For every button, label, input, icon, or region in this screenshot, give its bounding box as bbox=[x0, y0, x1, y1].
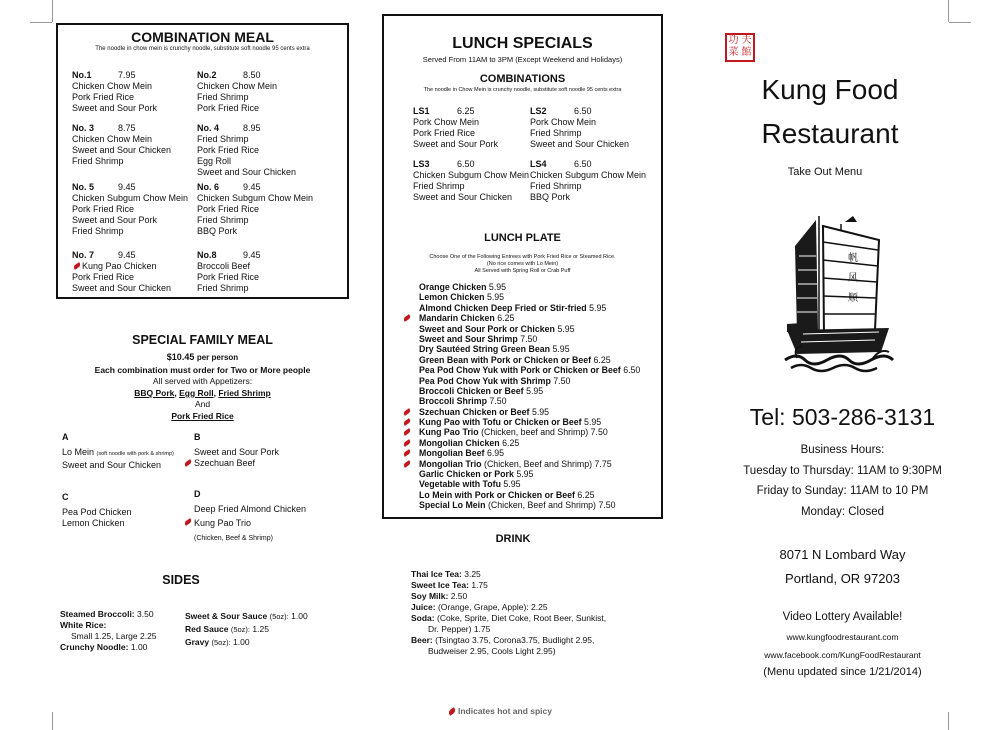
combination-dish: Fried Shrimp bbox=[72, 226, 124, 236]
restaurant-seal-logo bbox=[725, 33, 755, 62]
lunch-plate-name: Sweet and Sour Pork or Chicken bbox=[419, 323, 555, 334]
lunch-combination-code: LS1 bbox=[413, 106, 430, 116]
combination-number: No. 7 bbox=[72, 250, 95, 260]
lunch-plate-name: Lo Mein with Pork or Chicken or Beef bbox=[419, 489, 575, 500]
side-name: White Rice: bbox=[60, 620, 107, 630]
family-meal-price: $10.45 bbox=[166, 352, 195, 362]
restaurant-name-line: Kung Food bbox=[761, 74, 899, 105]
lunch-plate-extra: (Chicken, Beef and Shrimp) bbox=[487, 500, 596, 511]
lunch-combination-header bbox=[413, 106, 498, 117]
group-d-note: (Chicken, Beef & Shrimp) bbox=[194, 535, 273, 542]
lunch-plate-item bbox=[419, 355, 640, 365]
combination-number: No.2 bbox=[197, 70, 217, 80]
hot-pepper-icon bbox=[403, 460, 412, 468]
sides-left-list bbox=[60, 609, 157, 653]
family-meal-appetizers: BBQ Pork, Egg Roll, Fried Shrimp bbox=[134, 388, 271, 398]
lunch-combination-dish: Sweet and Sour Chicken bbox=[413, 192, 513, 202]
combination-dish: Chicken Subgum Chow Mein bbox=[197, 193, 314, 203]
combination-dish: Sweet and Sour Chicken bbox=[72, 145, 172, 155]
side-price: 1.00 bbox=[130, 642, 148, 652]
crop-mark bbox=[52, 712, 53, 730]
combination-item-header bbox=[197, 250, 261, 261]
address-line: Portland, OR 97203 bbox=[785, 571, 900, 586]
appetizer-item: Egg Roll bbox=[179, 388, 214, 398]
combination-price: 8.75 bbox=[118, 123, 136, 133]
lunch-plate-item bbox=[419, 386, 640, 396]
lunch-plate-price: 7.75 bbox=[594, 458, 612, 469]
group-d-item: Deep Fried Almond Chicken bbox=[194, 504, 307, 514]
side-name: Steamed Broccoli: bbox=[60, 609, 135, 619]
lunch-combination-price: 6.25 bbox=[457, 106, 475, 116]
combination-number: No.1 bbox=[72, 70, 92, 80]
lunch-plate-item bbox=[419, 417, 640, 427]
lunch-combination-code: LS3 bbox=[413, 159, 430, 169]
group-c-item: Pea Pod Chicken bbox=[62, 507, 132, 517]
lunch-plate-item bbox=[419, 313, 640, 323]
lunch-combination-header bbox=[530, 106, 629, 117]
family-meal-title: SPECIAL FAMILY MEAL bbox=[132, 333, 273, 347]
crop-mark bbox=[948, 712, 949, 730]
group-d-item: Kung Pao Trio bbox=[194, 518, 252, 528]
drink-list bbox=[411, 569, 606, 657]
lunch-plate-name: Mongolian Beef bbox=[419, 448, 485, 459]
side-size: (5oz): bbox=[230, 625, 251, 634]
combination-item bbox=[72, 250, 171, 294]
lunch-combination-dish: Chicken Subgum Chow Mein bbox=[530, 170, 647, 180]
spicy-legend-text: Indicates hot and spicy bbox=[458, 706, 552, 716]
lunch-plate-name: Special Lo Mein bbox=[419, 500, 486, 511]
lunch-plate-item bbox=[419, 427, 640, 437]
combination-dish: Chicken Chow Mein bbox=[72, 81, 153, 91]
phone-number: Tel: 503-286-3131 bbox=[749, 404, 936, 430]
lunch-plate-item bbox=[419, 438, 640, 448]
lunch-plate-name: Lemon Chicken bbox=[419, 292, 485, 303]
hot-pepper-icon bbox=[403, 429, 412, 437]
combination-dish: Sweet and Sour Chicken bbox=[72, 283, 172, 293]
combination-dish: Sweet and Sour Pork bbox=[72, 103, 158, 113]
combination-dish: Fried Shrimp bbox=[197, 134, 249, 144]
lunch-plate-item bbox=[419, 479, 640, 489]
lunch-plate-name: Kung Pao Trio bbox=[419, 427, 479, 438]
family-meal-header bbox=[56, 333, 349, 421]
group-b-letter: B bbox=[194, 432, 201, 442]
lunch-plate-item bbox=[419, 365, 640, 375]
side-name: Gravy bbox=[185, 637, 210, 647]
group-a-items bbox=[62, 447, 174, 471]
drink-detail: (Orange, Grape, Apple): 2.25 bbox=[437, 602, 548, 612]
drink-name: Soy Milk: bbox=[411, 591, 449, 601]
restaurant-name-line: Restaurant bbox=[761, 118, 899, 149]
menu-updated-note: (Menu updated since 1/21/2014) bbox=[763, 666, 922, 678]
hot-pepper-icon bbox=[403, 314, 412, 322]
side-size: (5oz): bbox=[269, 612, 289, 621]
lunch-plate-item bbox=[419, 490, 640, 500]
lunch-plate-price: 6.50 bbox=[623, 365, 641, 376]
lunch-plate-notes bbox=[384, 254, 661, 275]
drink-name: Soda: bbox=[411, 613, 435, 623]
combination-item bbox=[197, 70, 277, 114]
lunch-plate-price: 6.25 bbox=[497, 313, 515, 324]
lunch-plate-extra: (Chicken, Beef and Shrimp) bbox=[484, 458, 593, 469]
combination-dish: Pork Fried Rice bbox=[197, 272, 260, 282]
drink-title: DRINK bbox=[495, 533, 531, 545]
sail-character: 顺 bbox=[848, 293, 858, 304]
seal-character: 菜 bbox=[728, 47, 739, 58]
drink-item bbox=[411, 602, 606, 613]
seal-characters bbox=[727, 35, 753, 59]
lunch-plate-price: 5.95 bbox=[531, 406, 550, 417]
lunch-plate-price: 5.95 bbox=[503, 479, 521, 490]
lunch-plate-price: 6.25 bbox=[502, 437, 520, 448]
drink-name: Juice: bbox=[411, 602, 436, 612]
lunch-combination-item bbox=[530, 159, 646, 203]
combination-price: 9.45 bbox=[118, 250, 136, 260]
address bbox=[735, 543, 950, 591]
lunch-plate-name: Mongolian Chicken bbox=[419, 437, 500, 448]
combination-meal-box bbox=[56, 23, 349, 299]
group-c-item: Lemon Chicken bbox=[62, 518, 125, 528]
lunch-combination-item bbox=[530, 106, 629, 150]
combinations-note: The noodle in Chow Mein is crunchy noodle, substitute soft noodle 95 cents extra bbox=[423, 87, 622, 93]
take-out-menu-label: Take Out Menu bbox=[787, 166, 863, 178]
lunch-combination-dish: Pork Chow Mein bbox=[413, 117, 480, 127]
drink-item bbox=[411, 591, 606, 602]
lunch-plate-list bbox=[419, 282, 640, 511]
combination-dish: Broccoli Beef bbox=[197, 261, 251, 271]
lunch-plate-item bbox=[419, 500, 640, 510]
plate-note: Choose One of the Following Entrees with Pork Fried Rice or Steamed Rice. bbox=[429, 254, 616, 260]
combination-number: No. 6 bbox=[197, 182, 220, 192]
address-line: 8071 N Lombard Way bbox=[779, 547, 906, 562]
combination-dish: Fried Shrimp bbox=[197, 283, 249, 293]
appetizer-item: Fried Shrimp bbox=[218, 388, 271, 398]
drink-name: Sweet Ice Tea: bbox=[411, 580, 469, 590]
lunch-plate-name: Vegetable with Tofu bbox=[419, 479, 501, 490]
facebook-link[interactable]: www.facebook.com/KungFoodRestaurant bbox=[764, 650, 921, 660]
family-meal-per-person: per person bbox=[196, 353, 239, 362]
lunch-plate-name: Orange Chicken bbox=[419, 282, 487, 292]
lunch-plate-price: 5.95 bbox=[552, 344, 570, 355]
lunch-combination-item bbox=[413, 106, 498, 150]
restaurant-name bbox=[735, 68, 925, 156]
lunch-plate-name: Sweet and Sour Shrimp bbox=[419, 333, 518, 344]
combination-dish: Pork Fried Rice bbox=[197, 103, 260, 113]
lunch-specials-title: LUNCH SPECIALS bbox=[452, 35, 593, 52]
lunch-plate-item bbox=[419, 376, 640, 386]
lunch-combination-dish: Chicken Subgum Chow Mein bbox=[413, 170, 530, 180]
sail-character: 帆 bbox=[848, 253, 858, 264]
drink-detail: (Coke, Sprite, Diet Coke, Root Beer, Sunkist, bbox=[437, 613, 607, 623]
lunch-plate-item bbox=[419, 282, 640, 292]
combination-dish: Pork Fried Rice bbox=[72, 92, 135, 102]
lunch-plate-price: 5.95 bbox=[589, 302, 607, 313]
combination-dish: Kung Pao Chicken bbox=[82, 261, 157, 271]
combination-item-header bbox=[72, 182, 188, 193]
side-price: 1.00 bbox=[233, 637, 250, 647]
lunch-plate-name: Kung Pao with Tofu or Chicken or Beef bbox=[419, 417, 582, 428]
combination-dish: Chicken Chow Mein bbox=[197, 81, 278, 91]
group-a-item: Lo Mein bbox=[62, 447, 95, 457]
lunch-plate-price: 7.50 bbox=[598, 500, 616, 511]
lunch-plate-price: 5.95 bbox=[488, 282, 507, 292]
lunch-combination-dish: Pork Fried Rice bbox=[413, 128, 476, 138]
side-price: 1.25 bbox=[252, 624, 269, 634]
drink-item bbox=[411, 580, 606, 591]
lunch-combination-dish: Sweet and Sour Pork bbox=[413, 139, 499, 149]
combination-number: No. 5 bbox=[72, 182, 95, 192]
group-d-letter: D bbox=[194, 489, 201, 499]
lunch-plate-name: Dry Sautéed String Green Bean bbox=[419, 344, 551, 355]
lunch-combination-price: 6.50 bbox=[457, 159, 475, 169]
combination-number: No. 3 bbox=[72, 123, 95, 133]
lunch-plate-price: 5.95 bbox=[584, 417, 602, 428]
combination-dish: Chicken Subgum Chow Mein bbox=[72, 193, 189, 203]
side-size: (5oz): bbox=[211, 638, 231, 647]
business-hours-line: Tuesday to Thursday: 11AM to 9:30PM bbox=[743, 464, 942, 477]
drink-item bbox=[411, 646, 606, 657]
combination-item bbox=[197, 182, 313, 237]
lunch-plate-item bbox=[419, 292, 640, 302]
crop-mark bbox=[949, 22, 971, 23]
combination-item bbox=[72, 182, 188, 237]
side-price: 3.50 bbox=[137, 609, 154, 619]
combinations-title: COMBINATIONS bbox=[479, 73, 566, 85]
sides-right-list bbox=[185, 610, 308, 649]
combination-price: 9.45 bbox=[243, 250, 261, 260]
crop-mark bbox=[30, 22, 52, 23]
plate-note: All Served with Spring Roll or Crab Puff bbox=[474, 268, 571, 274]
lunch-combination-dish: Sweet and Sour Chicken bbox=[530, 139, 630, 149]
group-b-item: Sweet and Sour Pork bbox=[194, 447, 280, 457]
lunch-plate-name: Almond Chicken Deep Fried or Stir-fried bbox=[419, 302, 587, 313]
hot-pepper-icon bbox=[403, 439, 412, 447]
lunch-combination-dish: Pork Chow Mein bbox=[530, 117, 597, 127]
side-name: Small 1.25, Large 2.25 bbox=[71, 631, 157, 641]
crop-mark bbox=[948, 0, 949, 22]
group-b-item: Szechuan Beef bbox=[194, 458, 256, 468]
lunch-plate-item bbox=[419, 303, 640, 313]
lunch-plate-name: Green Bean with Pork or Chicken or Beef bbox=[419, 354, 592, 365]
family-meal-served: All served with Appetizers: bbox=[152, 376, 253, 386]
combination-dish: Pork Fried Rice bbox=[197, 204, 260, 214]
group-a-note: (soft noodle with pork & shrimp) bbox=[96, 451, 174, 457]
lunch-plate-name: Szechuan Chicken or Beef bbox=[419, 406, 530, 417]
lunch-plate-name: Garlic Chicken or Pork bbox=[419, 469, 514, 480]
business-hours bbox=[735, 440, 950, 522]
crop-mark bbox=[52, 0, 53, 22]
drink-name: Thai Ice Tea: bbox=[411, 569, 462, 579]
business-hours-line: Monday: Closed bbox=[800, 505, 885, 518]
junk-ship-illustration bbox=[783, 212, 895, 374]
lunch-plate-item bbox=[419, 324, 640, 334]
lunch-plate-price: 5.95 bbox=[557, 323, 575, 334]
drink-item bbox=[411, 613, 606, 624]
lunch-plate-item bbox=[419, 344, 640, 354]
side-name: Sweet & Sour Sauce bbox=[185, 611, 268, 621]
lunch-plate-name: Pea Pod Chow Yuk with Shrimp bbox=[419, 375, 551, 386]
combination-meal-note: The noodle in chow mein is crunchy noodle, substitute soft noodle 95 cents extra bbox=[95, 46, 310, 52]
lunch-combination-dish: Fried Shrimp bbox=[413, 181, 465, 191]
hot-pepper-icon bbox=[403, 418, 412, 426]
family-meal-rule: Each combination must order for Two or More people bbox=[94, 365, 311, 375]
lunch-plate-title: LUNCH PLATE bbox=[484, 232, 561, 244]
side-price: 1.00 bbox=[291, 611, 308, 621]
combination-dish: Pork Fried Rice bbox=[72, 204, 135, 214]
lunch-combination-item bbox=[413, 159, 529, 203]
combination-item bbox=[72, 70, 157, 114]
combination-price: 8.95 bbox=[243, 123, 261, 133]
sail-character: 风 bbox=[848, 273, 858, 284]
lunch-hours: Served From 11AM to 3PM (Except Weekend and Holidays) bbox=[422, 55, 623, 64]
group-d-items bbox=[194, 504, 306, 544]
drink-name: Beer: bbox=[411, 635, 433, 645]
family-meal-and: And bbox=[194, 399, 211, 409]
lunch-plate-price: 7.50 bbox=[520, 333, 538, 344]
combination-price: 9.45 bbox=[243, 182, 261, 192]
combination-dish: Chicken Chow Mein bbox=[72, 134, 153, 144]
group-c-letter: C bbox=[62, 492, 69, 502]
lunch-plate-item bbox=[419, 407, 640, 417]
drink-detail: 1.75 bbox=[471, 580, 488, 590]
lunch-combination-code: LS2 bbox=[530, 106, 547, 116]
lunch-combination-dish: Fried Shrimp bbox=[530, 128, 582, 138]
family-meal-rice: Pork Fried Rice bbox=[171, 411, 234, 421]
drink-item bbox=[411, 635, 606, 646]
lunch-plate-price: 7.50 bbox=[590, 427, 608, 438]
hot-pepper-icon bbox=[403, 408, 412, 416]
seal-character: 功 bbox=[728, 35, 739, 46]
group-b-items bbox=[194, 447, 279, 469]
combination-dish: BBQ Pork bbox=[197, 226, 238, 236]
sides-title: SIDES bbox=[162, 573, 200, 587]
side-name: Red Sauce bbox=[185, 624, 229, 634]
lunch-combination-dish: BBQ Pork bbox=[530, 192, 571, 202]
drink-item bbox=[411, 569, 606, 580]
lunch-combination-code: LS4 bbox=[530, 159, 547, 169]
combination-dish: Fried Shrimp bbox=[197, 92, 249, 102]
drink-item bbox=[411, 624, 606, 635]
combination-item-header bbox=[72, 250, 171, 261]
video-lottery-notice: Video Lottery Available! bbox=[782, 611, 903, 623]
combination-dish: Egg Roll bbox=[197, 156, 232, 166]
business-hours-line: Friday to Sunday: 11AM to 10 PM bbox=[756, 485, 929, 497]
group-a-letter: A bbox=[62, 432, 69, 442]
combination-item-header bbox=[197, 123, 296, 134]
combination-item-header bbox=[197, 70, 277, 81]
lunch-combination-header bbox=[413, 159, 529, 170]
lunch-plate-item bbox=[419, 334, 640, 344]
hot-pepper-icon bbox=[184, 518, 193, 526]
lunch-plate-item bbox=[419, 469, 640, 479]
lunch-plate-extra: (Chicken, beef and Shrimp) bbox=[481, 427, 589, 438]
lunch-plate-name: Broccoli Chicken or Beef bbox=[419, 385, 524, 396]
combination-number: No.8 bbox=[197, 250, 217, 260]
lunch-plate-item bbox=[419, 448, 640, 458]
seal-character: 夫 bbox=[741, 35, 752, 46]
appetizer-item: BBQ Pork bbox=[134, 388, 175, 398]
lunch-plate-name: Pea Pod Chow Yuk with Pork or Chicken or Beef bbox=[419, 365, 621, 376]
combination-dish: Fried Shrimp bbox=[197, 215, 249, 225]
plate-note: (No rice comes with Lo Mein) bbox=[486, 261, 559, 267]
combination-dish: Fried Shrimp bbox=[72, 156, 124, 166]
lunch-combination-dish: Fried Shrimp bbox=[530, 181, 582, 191]
drink-detail: 3.25 bbox=[464, 569, 481, 579]
combination-item-header bbox=[197, 182, 313, 193]
lunch-plate-price: 6.25 bbox=[593, 354, 611, 365]
combination-dish: Sweet and Sour Pork bbox=[72, 215, 158, 225]
combination-price: 8.50 bbox=[243, 70, 261, 80]
lunch-plate-price: 5.95 bbox=[516, 469, 534, 480]
drink-detail: Budweiser 2.95, Cools Light 2.95) bbox=[428, 646, 556, 656]
seal-character: 館 bbox=[741, 47, 752, 58]
group-a-item: Sweet and Sour Chicken bbox=[62, 460, 162, 470]
website-link[interactable]: www.kungfoodrestaurant.com bbox=[786, 632, 899, 642]
lunch-plate-price: 7.50 bbox=[489, 396, 507, 407]
ship-sail-characters bbox=[844, 249, 862, 309]
lunch-plate-price: 5.95 bbox=[486, 292, 505, 303]
side-name: Crunchy Noodle: bbox=[60, 642, 129, 652]
hot-pepper-icon bbox=[403, 449, 412, 457]
combination-dish: Pork Fried Rice bbox=[72, 272, 135, 282]
combination-price: 9.45 bbox=[118, 182, 136, 192]
lunch-plate-name: Broccoli Shrimp bbox=[419, 396, 487, 407]
combination-item bbox=[197, 250, 261, 294]
combination-item-header bbox=[72, 70, 157, 81]
combination-item bbox=[72, 123, 171, 167]
combination-number: No. 4 bbox=[197, 123, 220, 133]
lunch-plate-item bbox=[419, 459, 640, 469]
lunch-plate-item bbox=[419, 396, 640, 406]
lunch-specials-box bbox=[382, 14, 663, 519]
hot-pepper-icon bbox=[184, 459, 193, 467]
lunch-plate-price: 5.95 bbox=[526, 385, 544, 396]
drink-detail: (Tsingtao 3.75, Corona3.75, Budlight 2.95, bbox=[435, 635, 595, 645]
combination-item bbox=[197, 123, 296, 178]
lunch-plate-price: 6.95 bbox=[486, 448, 505, 459]
hot-pepper-icon bbox=[447, 707, 456, 716]
combination-meal-title: COMBINATION MEAL bbox=[131, 29, 274, 45]
lunch-plate-price: 7.50 bbox=[553, 375, 571, 386]
group-c-items bbox=[62, 507, 132, 529]
lunch-plate-name: Mongolian Trio bbox=[419, 458, 482, 469]
combination-item-header bbox=[72, 123, 171, 134]
combination-dish: Sweet and Sour Chicken bbox=[197, 167, 297, 177]
combination-price: 7.95 bbox=[118, 70, 136, 80]
lunch-plate-name: Mandarin Chicken bbox=[419, 313, 495, 324]
lunch-plate-price: 6.25 bbox=[577, 489, 595, 500]
lunch-combination-price: 6.50 bbox=[574, 159, 592, 169]
lunch-combination-header bbox=[530, 159, 646, 170]
drink-detail: 2.50 bbox=[450, 591, 468, 601]
spicy-legend bbox=[448, 706, 552, 716]
drink-detail: Dr. Pepper) 1.75 bbox=[428, 624, 491, 634]
lunch-combination-price: 6.50 bbox=[574, 106, 592, 116]
business-hours-title: Business Hours: bbox=[800, 444, 885, 456]
combination-dish: Pork Fried Rice bbox=[197, 145, 260, 155]
